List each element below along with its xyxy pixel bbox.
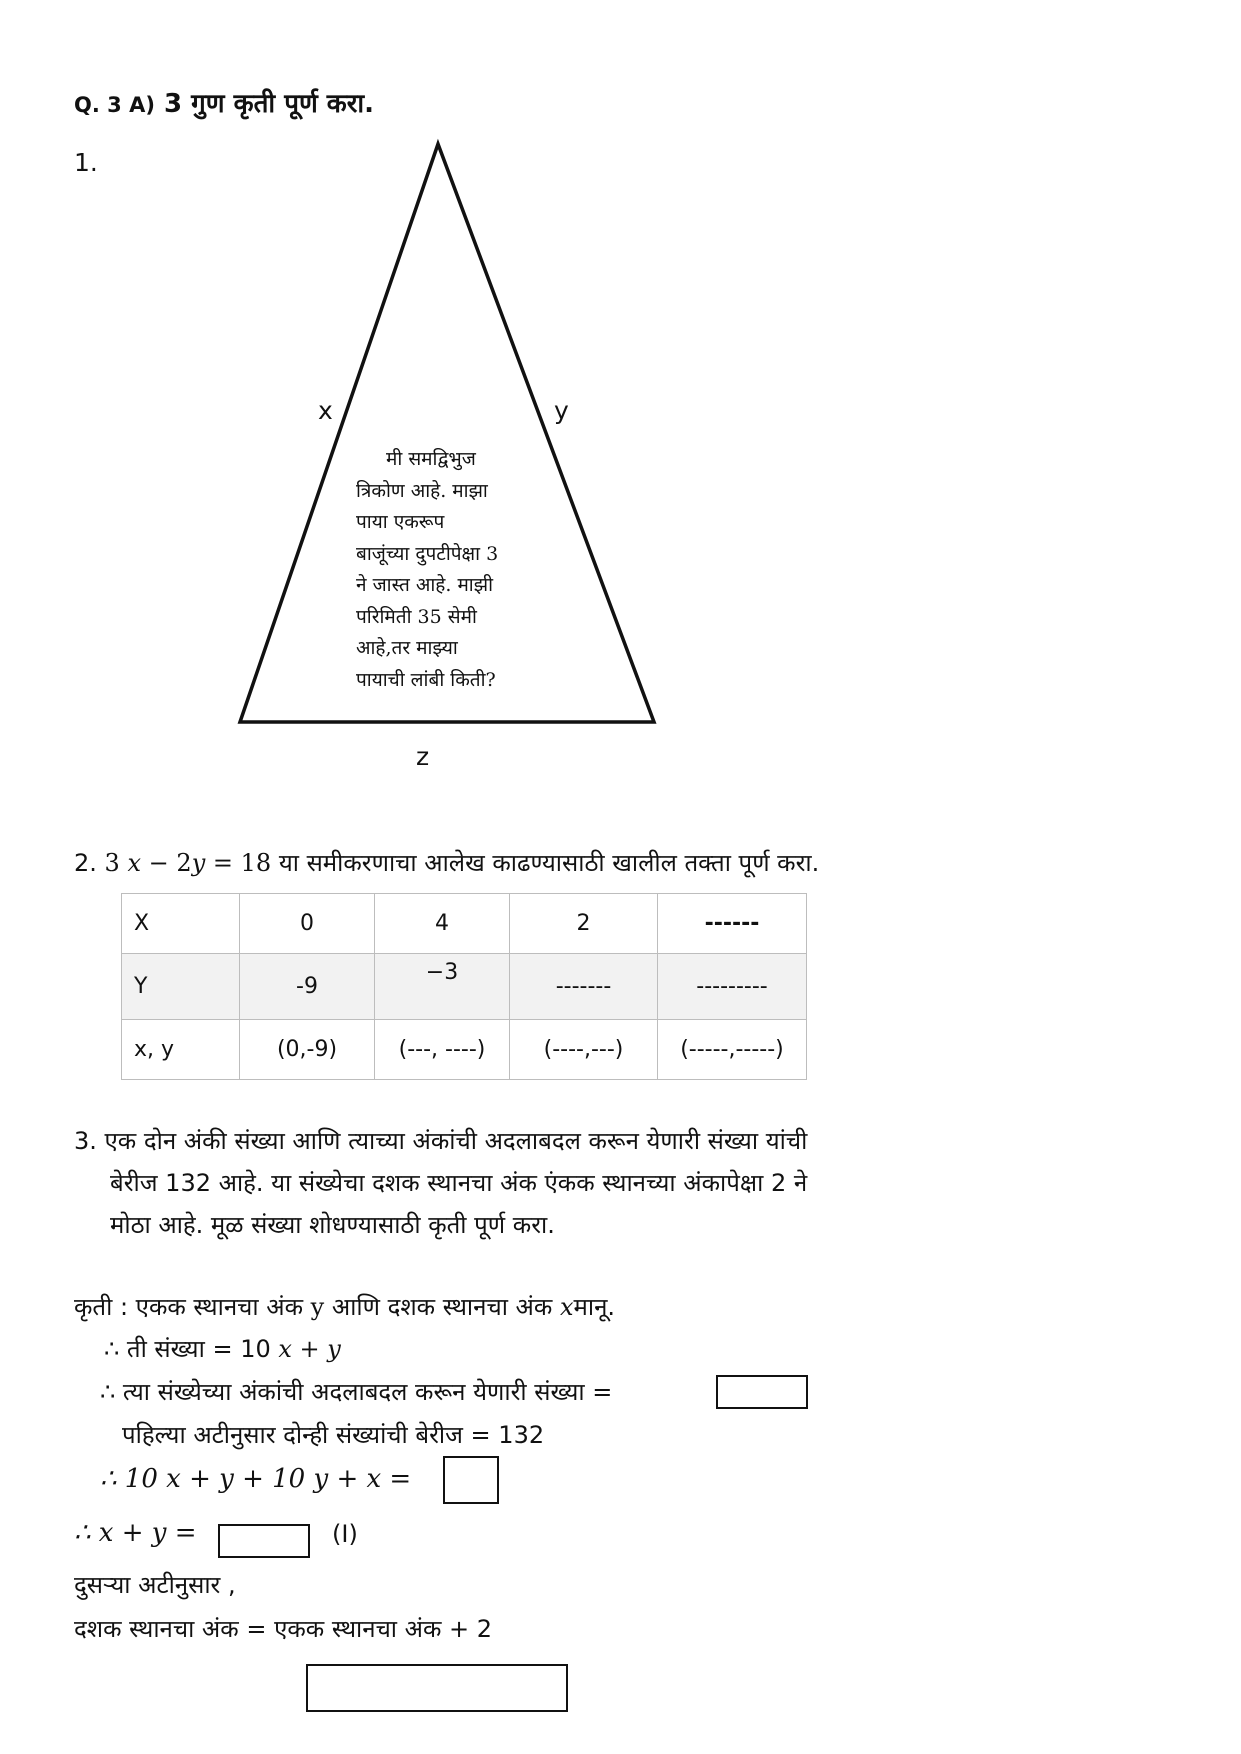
activity-text: आणि दशक स्थानचा अंक <box>331 1293 553 1321</box>
activity-line-3: ∴ त्या संख्येच्या अंकांची अदलाबदल करून येणारी संख्या = <box>100 1378 613 1406</box>
activity-text: ∴ ती संख्या = 10 <box>104 1335 271 1363</box>
table-cell: Y <box>122 954 240 1020</box>
eq-coef: 2 <box>176 849 192 877</box>
table-cell: -9 <box>240 954 375 1020</box>
equation-tag-I: (I) <box>332 1520 358 1548</box>
riddle-line: बाजूंच्या दुपटीपेक्षा 3 <box>356 542 499 565</box>
triangle-riddle-text <box>356 444 536 696</box>
answer-box-swapped-number[interactable] <box>716 1375 808 1409</box>
table-row <box>122 894 807 954</box>
riddle-line: मी समद्विभुज <box>386 448 476 470</box>
eq-coef: 3 <box>104 849 120 877</box>
table-cell: X <box>122 894 240 954</box>
question-number: Q. 3 A) <box>74 93 155 117</box>
xy-value-table <box>121 893 807 1080</box>
q2-number: 2. <box>74 849 97 877</box>
table-cell: −3 <box>375 954 510 1020</box>
table-cell: 4 <box>375 894 510 954</box>
eq-var: y <box>191 849 206 877</box>
q3-problem-text <box>74 1120 807 1246</box>
activity-line-1 <box>74 1290 615 1323</box>
side-label-x: x <box>318 396 333 425</box>
q3-line: 3. एक दोन अंकी संख्या आणि त्याच्या अंकांची अदलाबदल करून येणारी संख्या यांची <box>74 1127 808 1155</box>
q2-text: या समीकरणाचा आलेख काढण्यासाठी खालील तक्ता पूर्ण करा. <box>278 849 820 877</box>
eq-var: x <box>127 849 142 877</box>
activity-text: कृती : एकक स्थानचा अंक <box>74 1293 304 1321</box>
activity-line-2 <box>104 1332 341 1365</box>
activity-text: मानू. <box>573 1293 616 1321</box>
riddle-line: त्रिकोण आहे. माझा <box>356 479 488 502</box>
riddle-line: पायाची लांबी किती? <box>356 668 496 691</box>
q3-line: बेरीज 132 आहे. या संख्येचा दशक स्थानचा अंक एंकक स्थानच्या अंकापेक्षा 2 ने <box>110 1169 808 1197</box>
q1-number: 1. <box>74 148 98 177</box>
table-cell: (-----,-----) <box>658 1020 807 1080</box>
side-label-y: y <box>554 396 569 425</box>
eq-rhs: = 18 <box>212 849 272 877</box>
riddle-line: पाया एकरूप <box>356 511 445 533</box>
answer-box-sum-expression[interactable] <box>443 1456 499 1504</box>
table-cell: x, y <box>122 1020 240 1080</box>
activity-line-5: ∴ 10 x + y + 10 y + x = <box>100 1464 412 1494</box>
riddle-line: आहे,तर माझ्या <box>356 637 458 659</box>
q2-prompt <box>74 846 819 879</box>
table-cell: 0 <box>240 894 375 954</box>
activity-line-8: दशक स्थानचा अंक = एकक स्थानचा अंक + 2 <box>74 1615 493 1643</box>
table-cell: --------- <box>658 954 807 1020</box>
table-row <box>122 1020 807 1080</box>
answer-box-x-plus-y[interactable] <box>218 1524 310 1558</box>
question-title: 3 गुण कृती पूर्ण करा. <box>163 89 375 119</box>
table-cell: ------- <box>510 954 658 1020</box>
answer-box-second-condition[interactable] <box>306 1664 568 1712</box>
table-cell: (---, ----) <box>375 1020 510 1080</box>
q3-line: मोठा आहे. मूळ संख्या शोधण्यासाठी कृती पूर्ण करा. <box>110 1211 555 1239</box>
activity-line-6: ∴ x + y = <box>74 1518 197 1548</box>
activity-expr: x + y <box>278 1335 341 1363</box>
table-row <box>122 954 807 1020</box>
var-x: x <box>559 1293 574 1321</box>
table-cell: 2 <box>510 894 658 954</box>
table-cell: (----,---) <box>510 1020 658 1080</box>
activity-line-4: पहिल्या अटीनुसार दोन्ही संख्यांची बेरीज = 132 <box>122 1421 545 1449</box>
riddle-line: परिमिती 35 सेमी <box>356 605 477 628</box>
isosceles-triangle-diagram <box>0 0 1241 800</box>
eq-op: − <box>148 849 169 877</box>
table-cell: (0,-9) <box>240 1020 375 1080</box>
riddle-line: ने जास्त आहे. माझी <box>356 574 494 596</box>
activity-line-7: दुसऱ्या अटीनुसार , <box>74 1571 236 1599</box>
var-y: y <box>310 1293 325 1321</box>
side-label-z: z <box>416 742 430 771</box>
table-cell: ------ <box>658 894 807 954</box>
